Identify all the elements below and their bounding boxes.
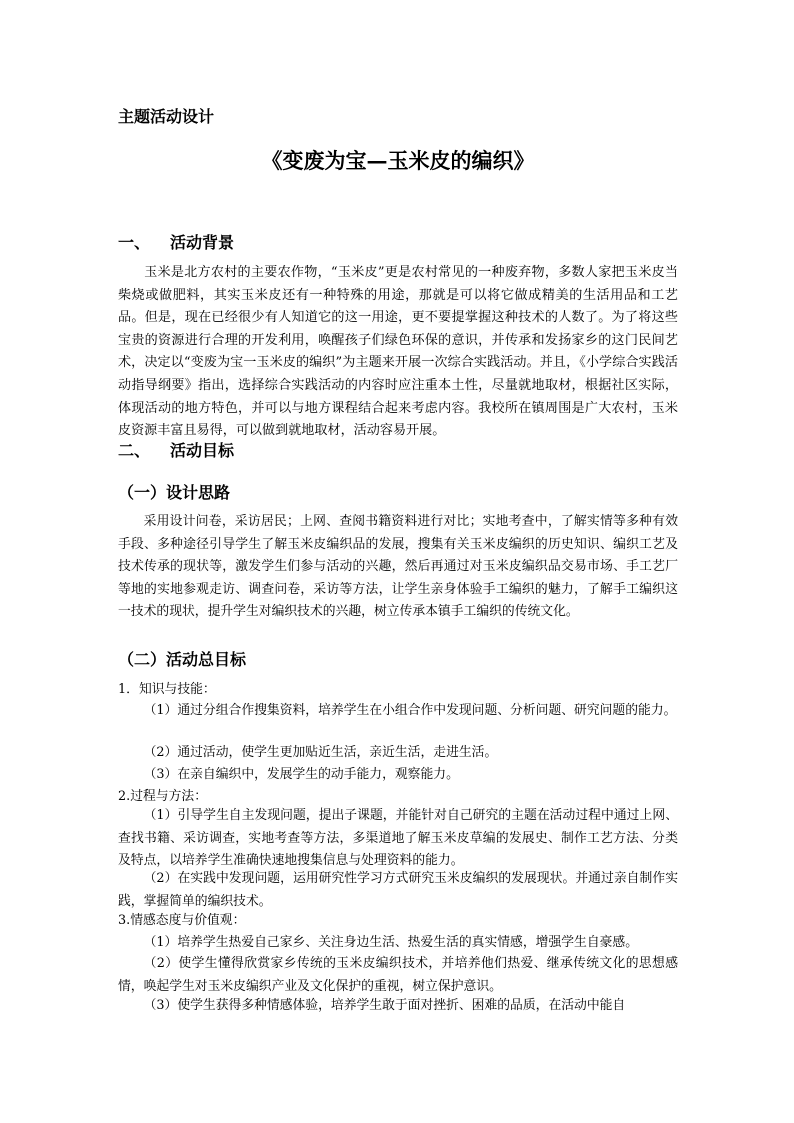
goal-item: （3）使学生获得多种情感体验，培养学生敢于面对挫折、困难的品质，在活动中能自 <box>143 998 626 1013</box>
background-paragraph: 玉米是北方农村的主要农作物，“玉米皮”更是农村常见的一种废弃物，多数人家把玉米皮当柴烧或做肥料，其实玉米皮还有一种特殊的用途，那就是可以将它做成精美的生活用品和工艺品。但是，现在已经很少有人知道它的这一用途，更不要提掌握这种技术的人数了。为了将这些宝贵的资源进行合理的开发利用，唤醒孩子们绿色环保的意识，并传承和发扬家乡的这门民间艺术，决定以“变废为宝一玉米皮的编织”为主题来开展一次综合实践活动。并且，《小学综合实践活动指导纲要》指出，选择综合实践活动的内容时应注重本土性，尽量就地取材，根据社区实际，体现活动的地方特色，并可以与地方课程结合起来考虑内容。我校所在镇周围是广大农村，玉米皮资源丰富且易得，可以做到就地取材，活动容易开展。 <box>118 265 678 439</box>
goal-item: （2）使学生懂得欣赏家乡传统的玉米皮编织技术，并培养他们热爱、继承传统文化的思想感情，唤起学生对玉米皮编织产业及文化保护的重视，树立保护意识。 <box>118 956 678 994</box>
section-heading-background <box>118 231 234 255</box>
goal-item: （2）在实践中发现问题，运用研究性学习方式研究玉米皮编织的发展现状。并通过亲自制作实践，掌握简单的编织技术。 <box>118 871 678 909</box>
section-title: 活动背景 <box>170 233 235 252</box>
goal-item: （2）通过活动，使学生更加贴近生活，亲近生活，走进生活。 <box>143 745 498 760</box>
subsection-heading-goals: （二）活动总目标 <box>118 650 247 669</box>
goal-group-title: 1．知识与技能： <box>118 682 216 697</box>
section-number: 二、 <box>118 441 151 460</box>
goal-group-title: 2.过程与方法： <box>118 789 207 804</box>
goal-item: （3）在亲自编织中，发展学生的动手能力，观察能力。 <box>143 767 459 782</box>
section-heading-objectives <box>118 439 234 463</box>
design-paragraph: 采用设计问卷，采访居民；上网、查阅书籍资料进行对比；实地考查中，了解实情等多种有效手段、多种途径引导学生了解玉米皮编织品的发展，搜集有关玉米皮编织的历史知识、编织工艺及技术传承的现状等，激发学生们参与活动的兴趣，然后再通过对玉米皮编织品交易市场、手工艺厂等地的实地参观走访、调查问卷，采访等方法，让学生亲身体验手工编织的魅力，了解手工编织这一技术的现状，提升学生对编织技术的兴趣，树立传承本镇手工编织的传统文化。 <box>118 514 678 619</box>
subsection-heading-design: （一）设计思路 <box>118 483 231 502</box>
goal-item: （1）通过分组合作搜集资料，培养学生在小组合作中发现问题、分析问题、研究问题的能力。 <box>143 703 677 718</box>
goal-group-title: 3.情感态度与价值观： <box>118 913 246 928</box>
document-title: 《变废为宝—玉米皮的编织》 <box>261 148 535 173</box>
section-number: 一、 <box>118 233 151 252</box>
goal-item: （1）引导学生自主发现问题，提出子课题，并能针对自己研究的主题在活动过程中通过上网、查找书籍、采访调查，实地考查等方法，多渠道地了解玉米皮草编的发展史、制作工艺方法、分类及特点，以培养学生准确快速地搜集信息与处理资料的能力。 <box>118 808 678 868</box>
section-title: 活动目标 <box>170 441 235 460</box>
document-label: 主题活动设计 <box>118 107 215 126</box>
goal-item: （1）培养学生热爱自己家乡、关注身边生活、热爱生活的真实情感，增强学生自豪感。 <box>143 935 639 950</box>
